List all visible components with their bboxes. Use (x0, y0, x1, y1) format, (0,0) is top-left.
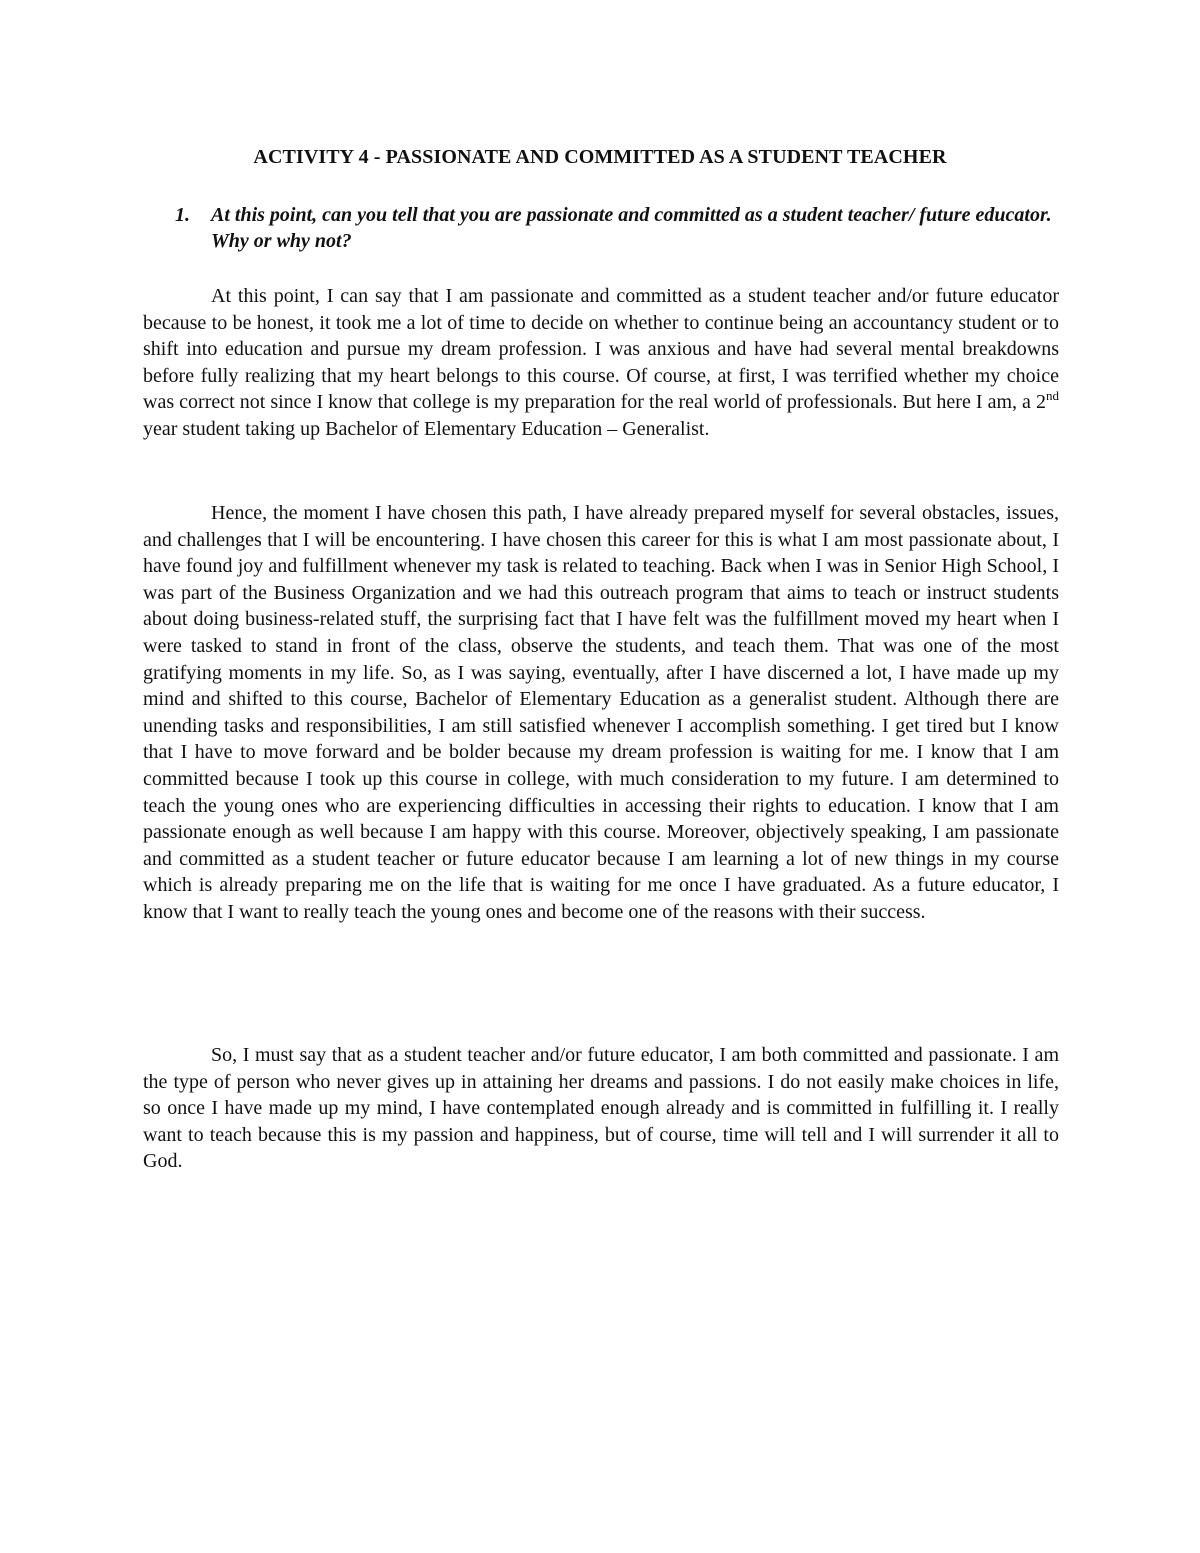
question-item (175, 202, 1055, 254)
answer-paragraph-1 (143, 283, 1059, 443)
question-number: 1. (175, 204, 190, 226)
document-title: ACTIVITY 4 - PASSIONATE AND COMMITTED AS A STUDENT TEACHER (253, 146, 947, 168)
answer-paragraph-2: Hence, the moment I have chosen this path, I have already prepared myself for several obstacles, issues, and challenges that I will be encountering. I have chosen this career for this is what I am most passionate about, I have found joy and fulfillment whenever my task is related to teaching. Back when I was in Senior High School, I was part of the Business Organization and we had this outreach program that aims to teach or instruct students about doing business-related stuff, the surprising fact that I have felt was the fulfillment moved my heart when I were tasked to stand in front of the class, observe the students, and teach them. That was one of the most gratifying moments in my life. So, as I was saying, eventually, after I have discerned a lot, I have made up my mind and shifted to this course, Bachelor of Elementary Education as a generalist student. Although there are unending tasks and responsibilities, I am still satisfied whenever I accomplish something. I get tired but I know that I have to move forward and be bolder because my dream profession is waiting for me. I know that I am committed because I took up this course in college, with much consideration to my future. I am determined to teach the young ones who are experiencing difficulties in accessing their rights to education. I know that I am passionate enough as well because I am happy with this course. Moreover, objectively speaking, I am passionate and committed as a student teacher or future educator because I am learning a lot of new things in my course which is already preparing me on the life that is waiting for me once I have graduated. As a future educator, I know that I want to really teach the young ones and become one of the reasons with their success. (143, 502, 1059, 923)
answer-paragraph-1-text-end: year student taking up Bachelor of Elementary Education – Generalist. (143, 417, 710, 440)
answer-paragraph-1-text: At this point, I can say that I am passionate and committed as a student teacher and/or future educator because to be honest, it took me a lot of time to decide on whether to continue being an accountancy student or to shift into education and pursue my dream profession. I was anxious and have had several mental breakdowns before fully realizing that my heart belongs to this course. Of course, at first, I was terrified whether my choice was correct not since I know that college is my preparation for the real world of professionals. But here I am, a 2 (143, 285, 1059, 414)
ordinal-superscript: nd (1046, 388, 1059, 404)
question-text: At this point, can you tell that you are passionate and committed as a student teacher/ future educator. Why or why not? (211, 204, 1052, 252)
answer-paragraph-3: So, I must say that as a student teacher and/or future educator, I am both committed and passionate. I am the type of person who never gives up in attaining her dreams and passions. I do not easily make choices in life, so once I have made up my mind, I have contemplated enough already and is committed in fulfilling it. I really want to teach because this is my passion and happiness, but of course, time will tell and I will surrender it all to God. (143, 1044, 1059, 1173)
